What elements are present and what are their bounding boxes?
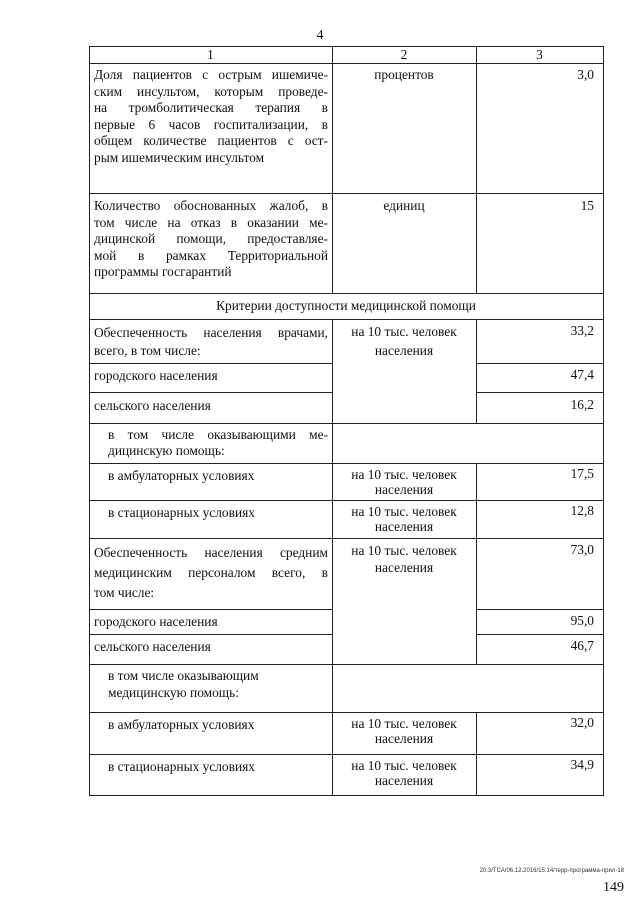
unit-cell: на 10 тыс. человек населения: [351, 758, 457, 788]
value-cell: 73,0: [570, 542, 594, 557]
column-header: 3: [536, 47, 543, 62]
table-rule: [89, 463, 603, 464]
table-rule: [89, 754, 603, 755]
value-cell: 3,0: [577, 67, 594, 82]
table-rule: [89, 634, 332, 635]
sheet-number: 149: [603, 880, 624, 895]
value-cell: 33,2: [570, 323, 594, 338]
table-rule: [476, 634, 603, 635]
table-rule: [89, 609, 332, 610]
section-title: Критерии доступности медицинской помощи: [216, 298, 476, 313]
indicator-label: городского населения: [94, 368, 218, 383]
table-rule: [89, 500, 603, 501]
table-rule: [476, 392, 603, 393]
table-rule: [89, 193, 603, 194]
unit-cell: на 10 тыс. человек населения: [351, 543, 457, 575]
column-header: 1: [207, 47, 214, 62]
value-cell: 46,7: [570, 638, 594, 653]
unit-cell: единиц: [383, 198, 425, 213]
table-rule: [89, 293, 603, 294]
table-rule: [89, 423, 603, 424]
value-cell: 95,0: [570, 613, 594, 628]
table-rule: [603, 46, 604, 796]
value-cell: 47,4: [570, 367, 594, 382]
indicator-label: сельского населения: [94, 639, 211, 654]
footer-code: 20.3/ТСА/06.12.2016/15:14/терр-программа-прил-18: [479, 868, 624, 874]
table-rule: [89, 795, 603, 796]
value-cell: 34,9: [570, 757, 594, 772]
table-rule: [89, 712, 603, 713]
page-number: 4: [316, 28, 324, 43]
table-rule: [89, 538, 603, 539]
indicator-label: в амбулаторных условиях: [108, 717, 255, 732]
column-header: 2: [400, 47, 408, 62]
value-cell: 32,0: [570, 715, 594, 730]
indicator-label: сельского населения: [94, 398, 211, 413]
unit-cell: на 10 тыс. человек населения: [351, 467, 457, 497]
table-rule: [476, 609, 603, 610]
table-rule: [89, 363, 332, 364]
indicator-label: в стационарных условиях: [108, 759, 255, 774]
value-cell: 17,5: [570, 466, 594, 481]
table-rule: [89, 664, 603, 665]
unit-cell: на 10 тыс. человек населения: [351, 504, 457, 534]
indicator-label: городского населения: [94, 614, 218, 629]
table-rule: [89, 46, 90, 796]
table-rule: [476, 363, 603, 364]
indicator-label: в амбулаторных условиях: [108, 468, 255, 483]
value-cell: 12,8: [570, 503, 594, 518]
unit-cell: на 10 тыс. человек населения: [351, 324, 457, 358]
value-cell: 15: [580, 198, 594, 213]
unit-cell: процентов: [374, 67, 434, 82]
table-rule: [89, 319, 603, 320]
table-rule: [89, 392, 332, 393]
value-cell: 16,2: [570, 397, 594, 412]
unit-cell: на 10 тыс. человек населения: [351, 716, 457, 746]
indicator-label: в стационарных условиях: [108, 505, 255, 520]
